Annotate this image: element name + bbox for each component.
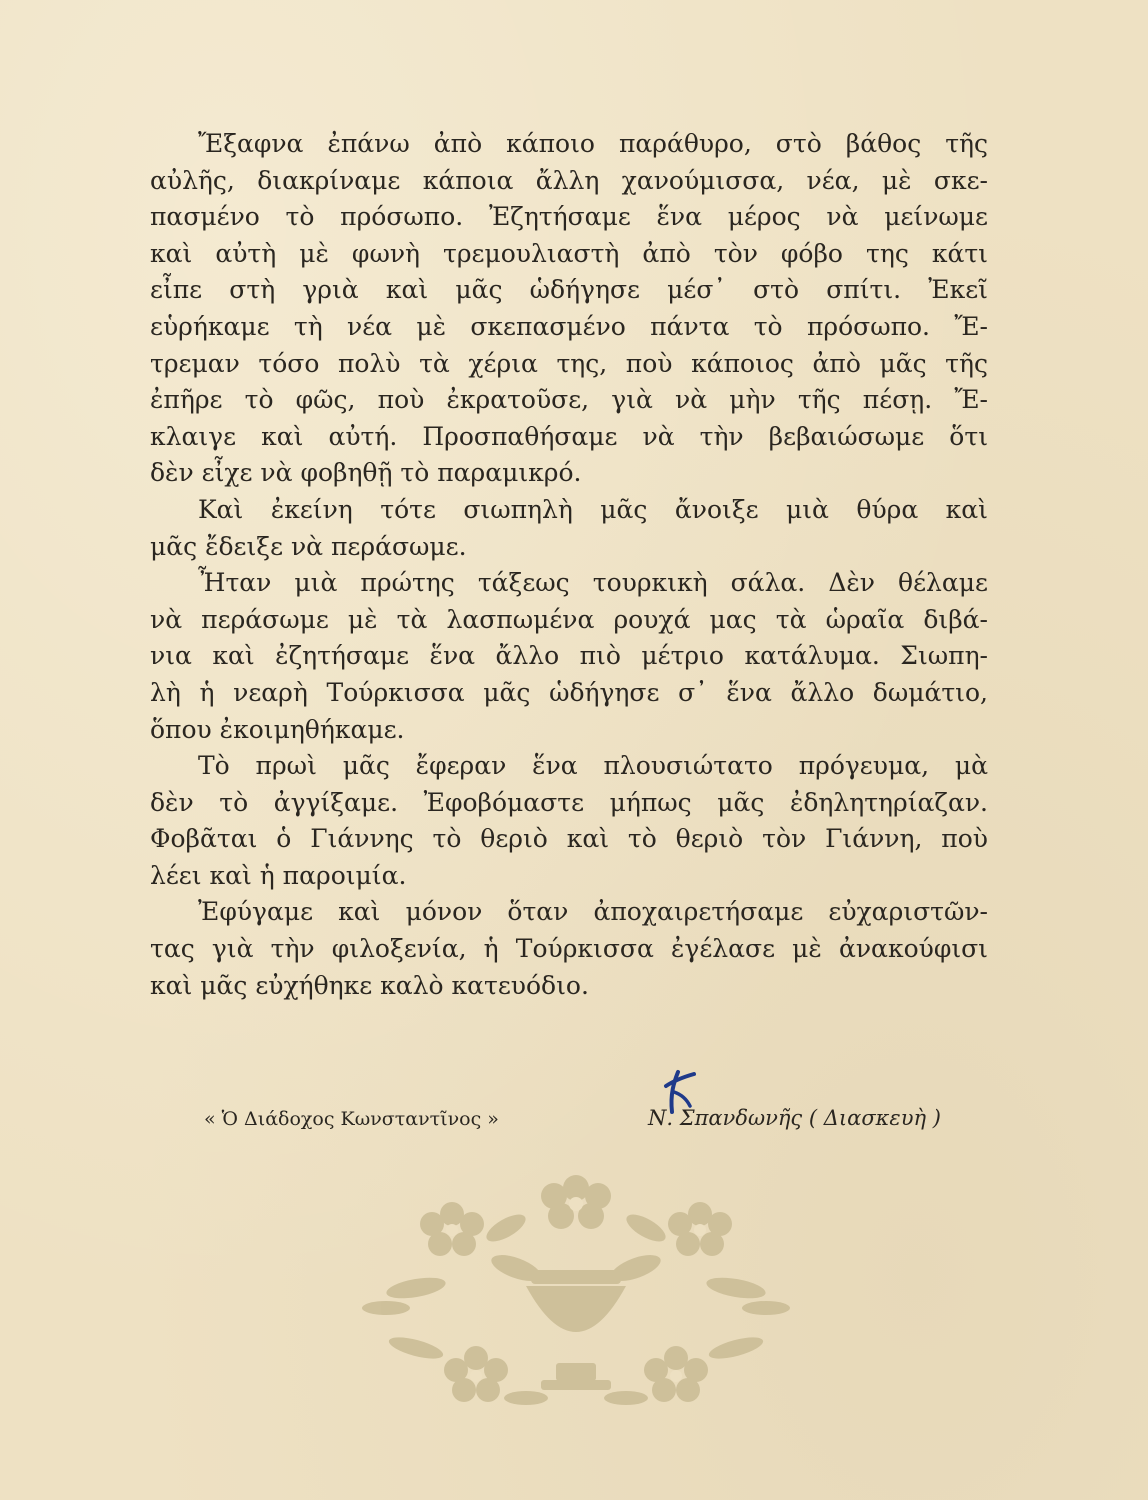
author-caption: Ν. Σπανδωνῆς ( Διασκευὴ ): [648, 1106, 941, 1130]
text-line: μᾶς ἔδειξε νὰ περάσωμε.: [150, 531, 467, 561]
text-line: νια καὶ ἐζητήσαμε ἕνα ἄλλο πιὸ μέτριο κατάλυμα. Σιωπη-: [150, 641, 988, 671]
text-line: ὅπου ἐκοιμηθήκαμε.: [150, 714, 405, 744]
text-line: πασμένο τὸ πρόσωπο. Ἐζητήσαμε ἕνα μέρος νὰ μείνωμε: [150, 202, 988, 232]
text-line: δὲν τὸ ἀγγίξαμε. Ἐφοβόμαστε μήπως μᾶς ἐδηλητηρίαζαν.: [150, 787, 988, 817]
text-line: νὰ περάσωμε μὲ τὰ λασπωμένα ρουχά μας τὰ ὡραῖα διβά-: [150, 604, 988, 634]
source-caption: « Ὁ Διάδοχος Κωνσταντῖνος »: [204, 1108, 499, 1130]
text-line: δὲν εἶχε νὰ φοβηθῇ τὸ παραμικρό.: [150, 458, 582, 488]
text-line: Καὶ ἐκείνη τότε σιωπηλὴ μᾶς ἄνοιξε μιὰ θύρα καὶ: [198, 494, 988, 524]
text-line: εὑρήκαμε τὴ νέα μὲ σκεπασμένο πάντα τὸ πρόσωπο. Ἔ-: [150, 311, 988, 341]
text-line: λέει καὶ ἡ παροιμία.: [150, 860, 407, 890]
text-line: Φοβᾶται ὁ Γιάννης τὸ θεριὸ καὶ τὸ θεριὸ τὸν Γιάννη, ποὺ: [150, 824, 988, 854]
text-line: λὴ ἡ νεαρὴ Τούρκισσα μᾶς ὡδήγησε σ᾽ ἕνα ἄλλο δωμάτιο,: [150, 677, 988, 707]
body-text: [150, 126, 988, 1004]
text-line: Τὸ πρωὶ μᾶς ἔφεραν ἕνα πλουσιώτατο πρόγευμα, μὰ: [198, 751, 988, 781]
text-line: καὶ μᾶς εὐχήθηκε καλὸ κατευόδιο.: [150, 970, 589, 1000]
text-line: Ἔξαφνα ἐπάνω ἀπὸ κάποιο παράθυρο, στὸ βάθος τῆς: [198, 129, 988, 158]
text-line: τας γιὰ τὴν φιλοξενία, ἡ Τούρκισσα ἐγέλασε μὲ ἀνακούφισι: [150, 934, 988, 964]
text-line: ἐπῆρε τὸ φῶς, ποὺ ἐκρατοῦσε, γιὰ νὰ μὴν τῆς πέσῃ. Ἔ-: [150, 385, 988, 415]
text-line: κλαιγε καὶ αὐτή. Προσπαθήσαμε νὰ τὴν βεβαιώσωμε ὅτι: [150, 421, 988, 451]
text-line: εἶπε στὴ γριὰ καὶ μᾶς ὡδήγησε μέσ᾽ στὸ σπίτι. Ἐκεῖ: [150, 275, 988, 305]
flower-vase-ornament-icon: [356, 1158, 796, 1428]
text-line: Ἐφύγαμε καὶ μόνον ὅταν ἀποχαιρετήσαμε εὐχαριστῶν-: [198, 897, 988, 927]
text-line: αὐλῆς, διακρίναμε κάποια ἄλλη χανούμισσα, νέα, μὲ σκε-: [150, 165, 988, 195]
text-line: καὶ αὐτὴ μὲ φωνὴ τρεμουλιαστὴ ἀπὸ τὸν φόβο της κάτι: [150, 238, 988, 268]
text-line: τρεμαν τόσο πολὺ τὰ χέρια της, ποὺ κάποιος ἀπὸ μᾶς τῆς: [150, 348, 988, 378]
text-line: Ἦταν μιὰ πρώτης τάξεως τουρκικὴ σάλα. Δὲν θέλαμε: [198, 568, 988, 598]
